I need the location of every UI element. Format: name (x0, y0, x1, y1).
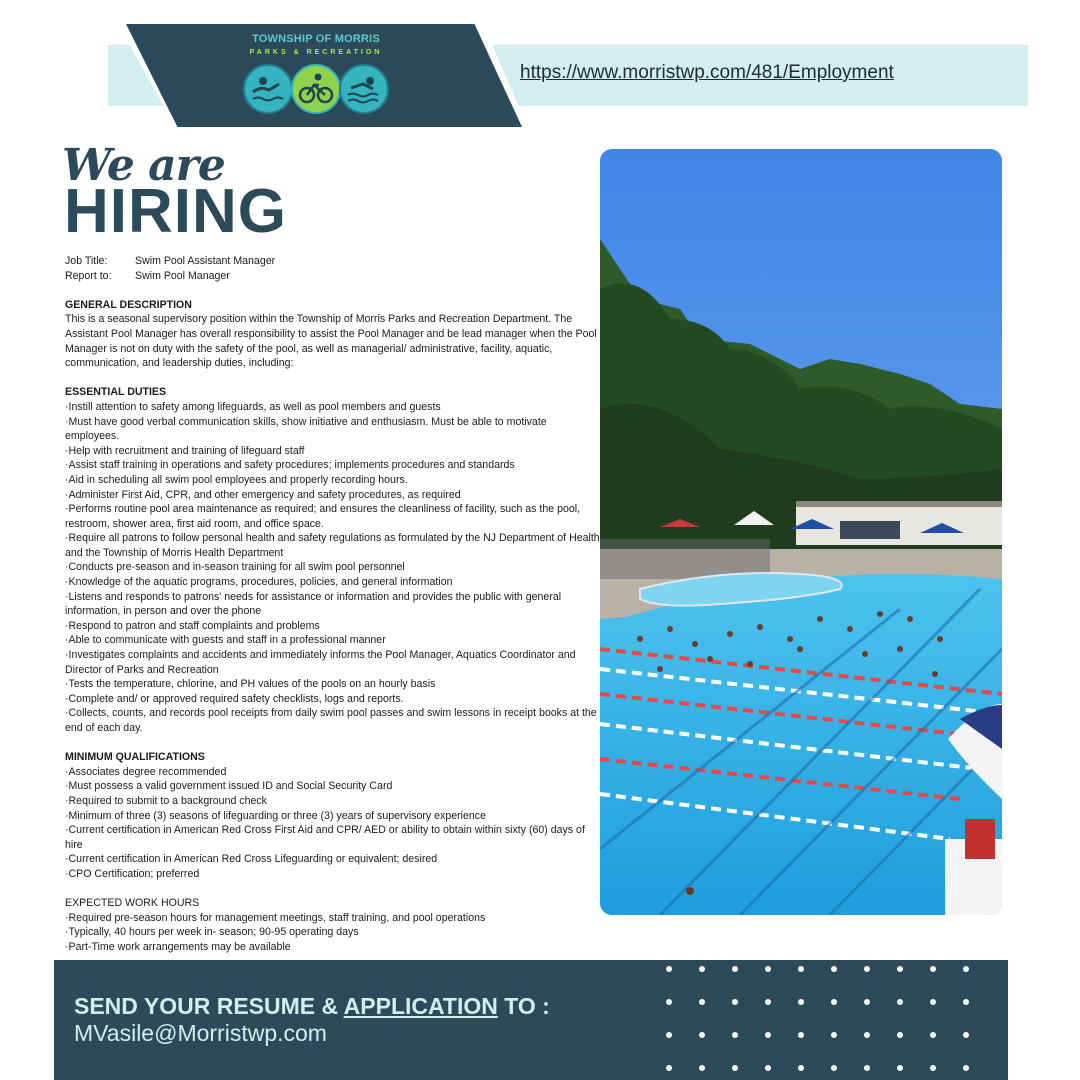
duty-item: ·Investigates complaints and accidents and immediately informs the Pool Manager, Aquatics Coordinator and Director of Parks and Recreation (65, 649, 576, 676)
swimming-waves-icon (339, 64, 389, 114)
job-description (65, 254, 600, 955)
duty-item: ·Assist staff training in operations and safety procedures; implements procedures and standards (65, 459, 515, 472)
decorative-dot (897, 999, 903, 1005)
qualifications-heading: MINIMUM QUALIFICATIONS (65, 751, 205, 764)
decorative-dot (798, 1065, 804, 1071)
decorative-dot (864, 999, 870, 1005)
decorative-dot (732, 966, 738, 972)
decorative-dot (930, 1065, 936, 1071)
bicycle-icon (291, 64, 341, 114)
decorative-dot (666, 966, 672, 972)
general-description-text: This is a seasonal supervisory position within the Township of Morris Parks and Recreation Department. The Assistant Pool Manager has overall responsibility to assist the Pool Manager and be lead manager when the Pool Manager is not on duty with the safety of the pool, as well as managerial/ administrative, facility, aquatic, communication, and leadership duties, including: (65, 313, 597, 370)
job-title-value: Swim Pool Assistant Manager (135, 255, 276, 267)
decorative-dot (732, 1032, 738, 1038)
decorative-dot (831, 1032, 837, 1038)
decorative-dot (732, 1065, 738, 1071)
decorative-dot (666, 1032, 672, 1038)
send-prefix: SEND YOUR RESUME & (74, 993, 344, 1019)
work-hours-heading: EXPECTED WORK HOURS (65, 897, 200, 910)
qualification-item: ·Current certification in American Red Cross First Aid and CPR/ AED or ability to obtain within sixty (60) days of hire (65, 824, 585, 851)
decorative-dot (798, 966, 804, 972)
job-title-row (65, 254, 600, 269)
decorative-dot (864, 966, 870, 972)
general-description-heading: GENERAL DESCRIPTION (65, 298, 192, 311)
duty-item: ·Aid in scheduling all swim pool employees and properly recording hours. (65, 473, 408, 486)
contact-email-link[interactable]: MVasile@Morristwp.com (74, 1020, 327, 1046)
decorative-dot (930, 999, 936, 1005)
work-hours-item: ·Required pre-season hours for management meetings, staff training, and pool operations (65, 911, 486, 924)
decorative-dot (699, 1065, 705, 1071)
decorative-dot (765, 966, 771, 972)
duty-item: ·Complete and/ or approved required safety checklists, logs and reports. (65, 692, 404, 705)
duty-item: ·Administer First Aid, CPR, and other emergency and safety procedures, as required (65, 488, 461, 501)
pool-photo (600, 149, 1002, 915)
job-title-label: Job Title: (65, 255, 108, 267)
duty-item: ·Respond to patron and staff complaints and problems (65, 619, 320, 632)
decorative-dot (897, 1032, 903, 1038)
decorative-dot (798, 1032, 804, 1038)
decorative-dot (963, 999, 969, 1005)
work-hours-item: ·Part-Time work arrangements may be available (65, 940, 291, 953)
decorative-dot (765, 1032, 771, 1038)
duty-item: ·Tests the temperature, chlorine, and PH values of the pools on an hourly basis (65, 678, 436, 691)
qualification-item: ·Must possess a valid government issued ID and Social Security Card (65, 780, 393, 793)
decorative-dot (897, 966, 903, 972)
decorative-dot (831, 999, 837, 1005)
decorative-dot (732, 999, 738, 1005)
decorative-dot (699, 966, 705, 972)
send-resume-instruction (74, 993, 550, 1020)
report-to-label: Report to: (65, 269, 112, 282)
decorative-dot (963, 966, 969, 972)
report-to-value: Swim Pool Manager (135, 269, 230, 282)
decorative-dot (666, 1065, 672, 1071)
application-link[interactable]: APPLICATION (343, 993, 498, 1019)
duty-item: ·Performs routine pool area maintenance as required; and ensures the cleanliness of facility, such as the pool, restroom, shower area, first aid room, and office space. (65, 503, 581, 530)
decorative-dot (699, 999, 705, 1005)
duty-item: ·Conducts pre-season and in-season training for all swim pool personnel (65, 561, 405, 574)
qualification-item: ·Associates degree recommended (65, 765, 227, 778)
employment-url-link[interactable]: https://www.morristwp.com/481/Employment (520, 62, 894, 83)
qualification-item: ·CPO Certification; preferred (65, 867, 200, 880)
duty-item: ·Knowledge of the aquatic programs, procedures, policies, and general information (65, 576, 453, 589)
logo-title: TOWNSHIP OF MORRIS (252, 33, 380, 45)
decorative-dot-grid (666, 966, 976, 1076)
report-to-row (65, 269, 600, 284)
decorative-dot (963, 1032, 969, 1038)
duty-item: ·Instill attention to safety among lifeguards, as well as pool members and guests (65, 400, 441, 413)
decorative-dot (831, 1065, 837, 1071)
send-suffix: TO : (497, 993, 550, 1019)
decorative-dot (864, 1065, 870, 1071)
logo-subtitle: PARKS & RECREATION (249, 49, 383, 56)
decorative-dot (897, 1065, 903, 1071)
duty-item: ·Must have good verbal communication skills, show initiative and enthusiasm. Must be able to motivate employees. (65, 415, 547, 443)
duty-item: ·Listens and responds to patrons' needs for assistance or information and provides the public with general information, in person and over the phone (65, 590, 562, 618)
decorative-dot (930, 1032, 936, 1038)
essential-duties-heading: ESSENTIAL DUTIES (65, 386, 167, 399)
decorative-dot (765, 999, 771, 1005)
decorative-dot (930, 966, 936, 972)
decorative-dot (666, 999, 672, 1005)
swimmer-triathlon-icon (243, 64, 293, 114)
decorative-dot (831, 966, 837, 972)
headline-hiring: HIRING (64, 177, 287, 246)
decorative-dot (798, 999, 804, 1005)
headline-script: We are (62, 140, 225, 191)
duty-item: ·Require all patrons to follow personal health and safety regulations as formulated by the NJ Department of Health and the Township of Morris Health Department (65, 532, 600, 559)
duty-item: ·Collects, counts, and records pool receipts from daily swim pool passes and swim lessons in receipt books at the end of each day. (65, 707, 597, 734)
duty-item: ·Help with recruitment and training of lifeguard staff (65, 444, 305, 457)
qualification-item: ·Minimum of three (3) seasons of lifeguarding or three (3) years of supervisory experience (65, 809, 486, 822)
qualification-item: ·Current certification in American Red Cross Lifeguarding or equivalent; desired (65, 853, 438, 866)
decorative-dot (699, 1032, 705, 1038)
decorative-dot (963, 1065, 969, 1071)
duty-item: ·Able to communicate with guests and staff in a professional manner (65, 634, 386, 647)
decorative-dot (864, 1032, 870, 1038)
qualification-item: ·Required to submit to a background check (65, 794, 267, 807)
decorative-dot (765, 1065, 771, 1071)
work-hours-item: ·Typically, 40 hours per week in- season; 90-95 operating days (65, 926, 359, 939)
